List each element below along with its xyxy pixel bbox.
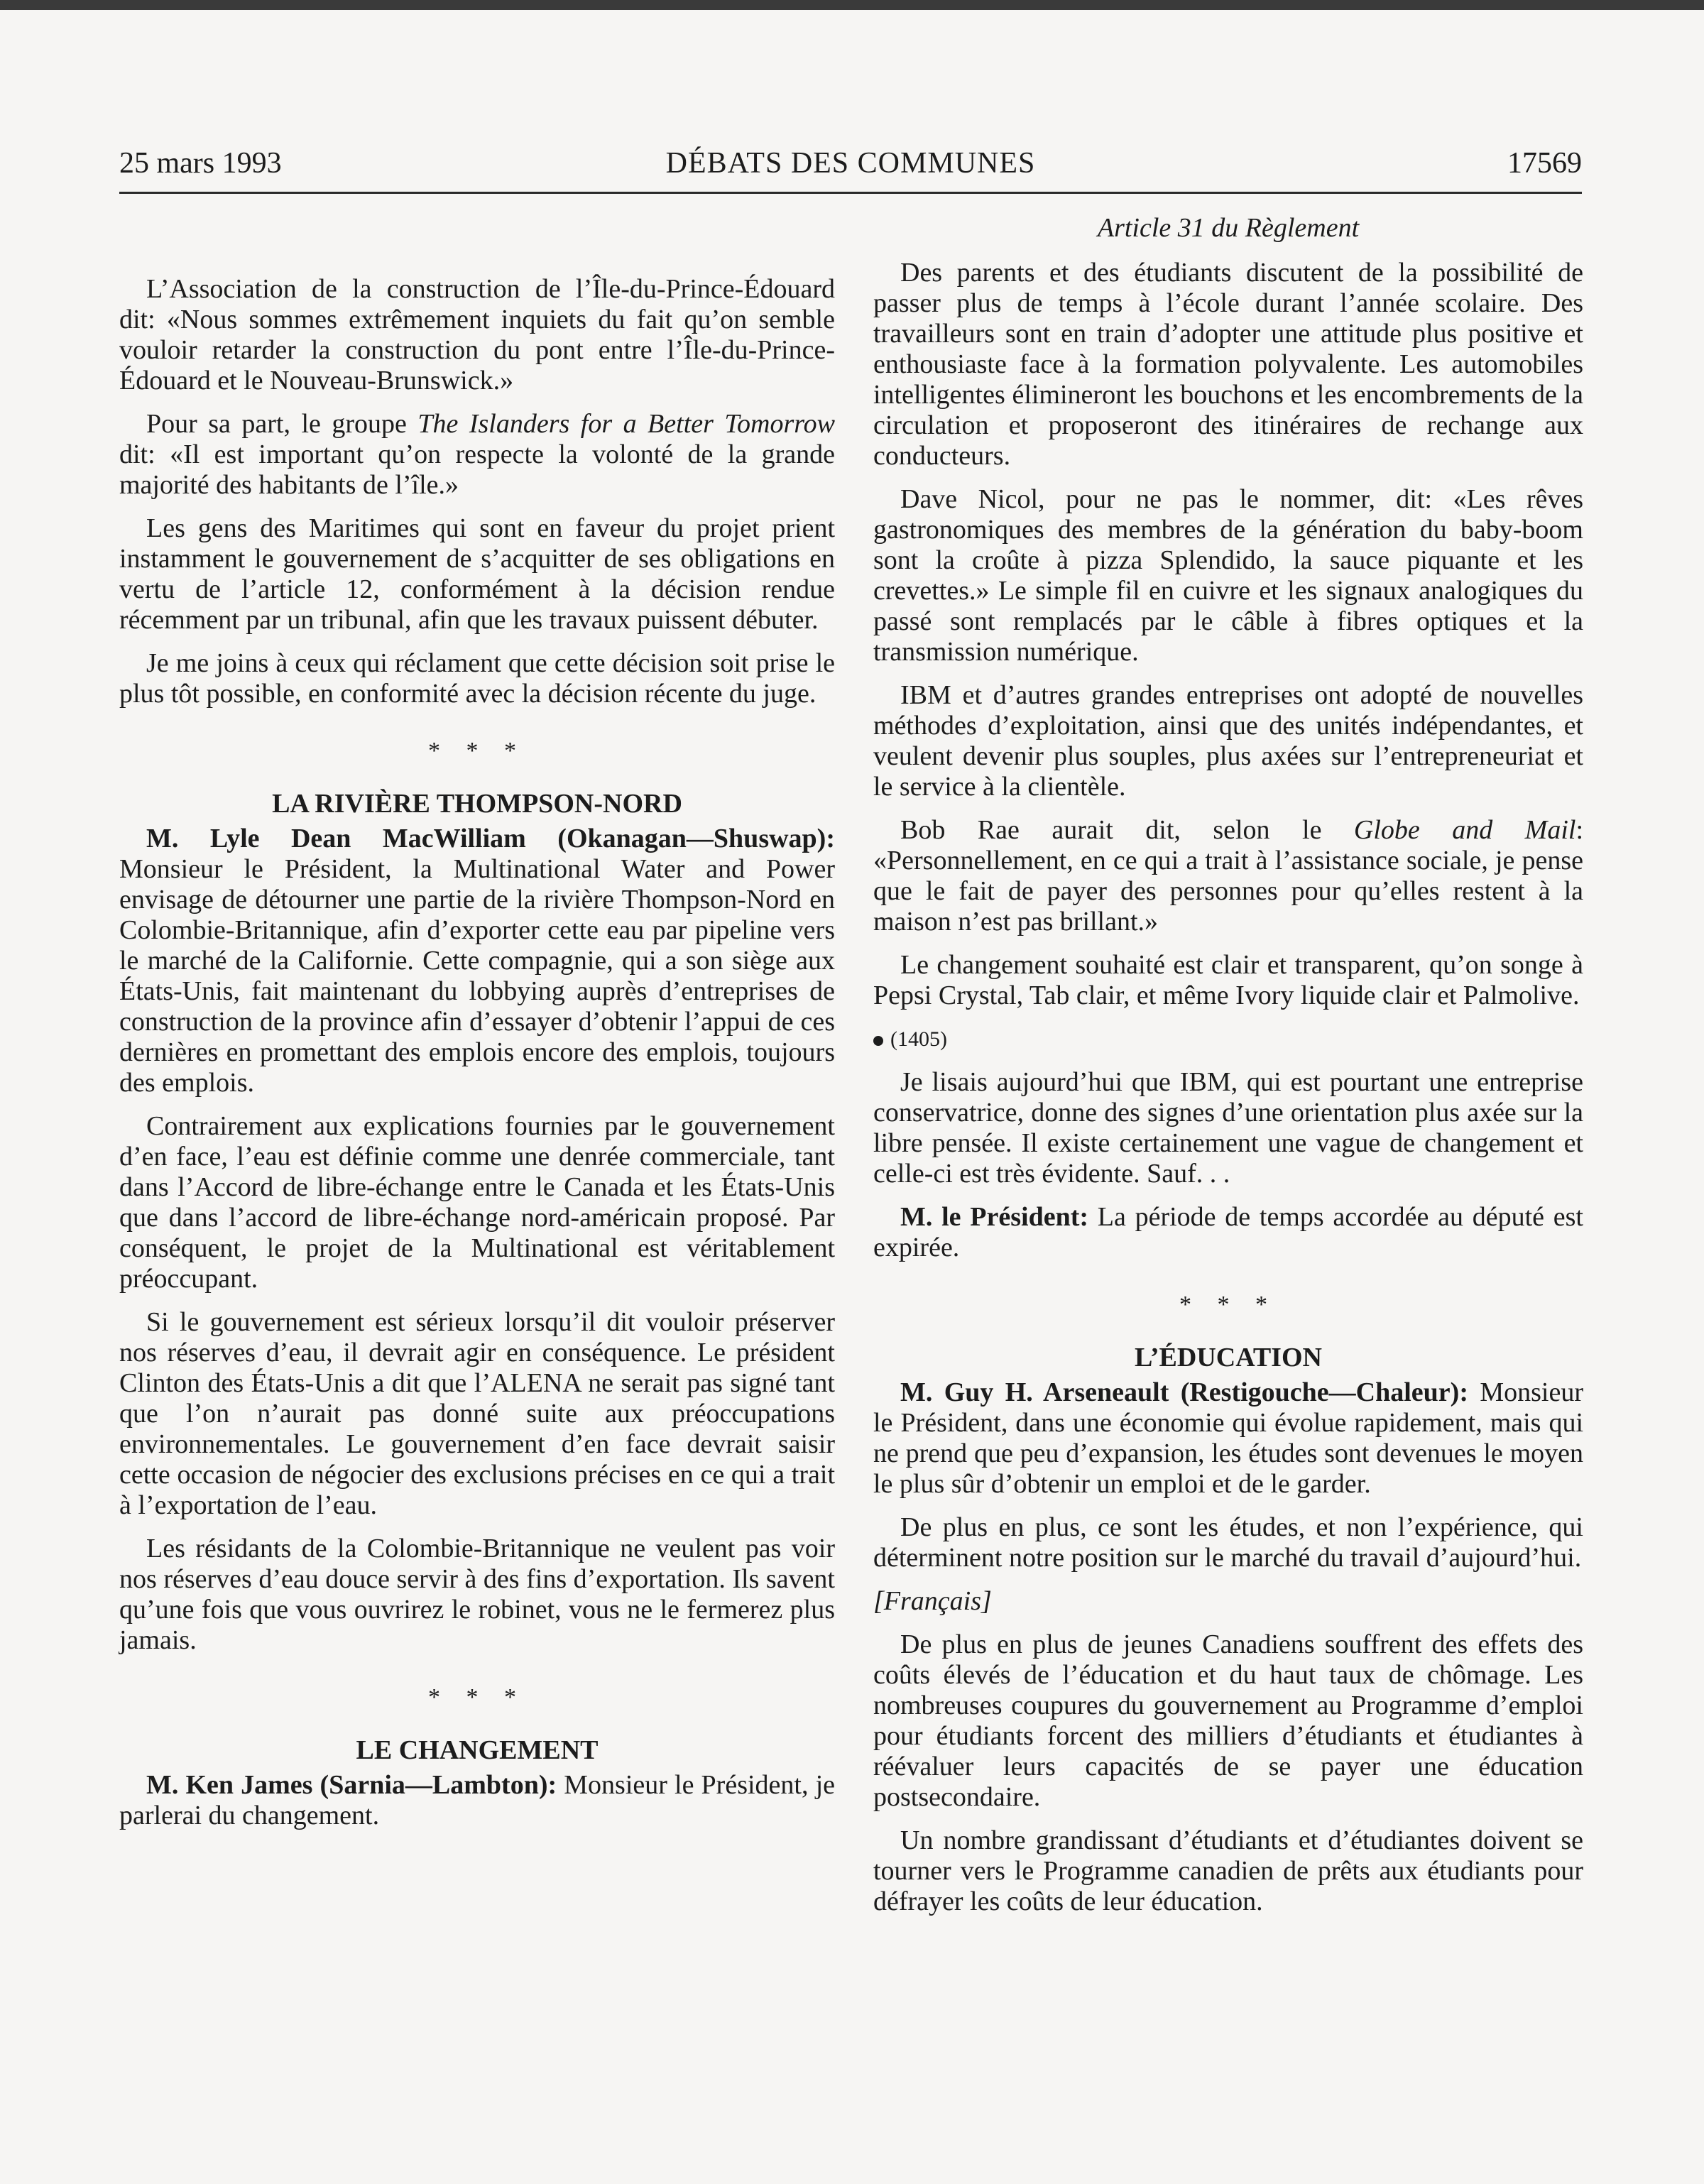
- section-heading: L’ÉDUCATION: [1135, 1343, 1322, 1372]
- section-separator: * * *: [428, 738, 526, 764]
- section-subhead: Article 31 du Règlement: [1097, 213, 1360, 243]
- paragraph: Je lisais aujourd’hui que IBM, qui est pourtant une entreprise conservatrice, donne des signes d’une orientation plus axée sur la libre pensée. Il existe certainement une vague de changement et celle-ci est très évidente. Sauf. . .: [873, 1067, 1583, 1189]
- left-column-spacer: [119, 213, 835, 274]
- paragraph: IBM et d’autres grandes entreprises ont adopté de nouvelles méthodes d’exploitation, ainsi que des unités indépendantes, et veulent devenir plus souples, plus axées sur l’entrepreneuriat et le service à la clientèle.: [873, 680, 1583, 802]
- paragraph: Les résidants de la Colombie-Britannique ne veulent pas voir nos réserves d’eau douce servir à des fins d’exportation. Ils savent qu’une fois que vous ouvrirez le robinet, vous ne le fermerez plus jamais.: [119, 1534, 835, 1655]
- paragraph: [119, 409, 835, 501]
- speaker-name: M. Ken James (Sarnia—Lambton):: [146, 1770, 557, 1800]
- paragraph: Dave Nicol, pour ne pas le nommer, dit: «Les rêves gastronomiques des membres de la génération du baby-boom sont la croûte à pizza Splendido, la sauce piquante et les crevettes.» Le simple fil en cuivre et les signaux analogiques du passé sont remplacés par le câble à fibres optiques et la transmission numérique.: [873, 484, 1583, 667]
- paragraph: Un nombre grandissant d’étudiants et d’étudiantes doivent se tourner vers le Programme canadien de prêts aux étudiants pour défrayer les coûts de leur éducation.: [873, 1825, 1583, 1916]
- paragraph: Le changement souhaité est clair et transparent, qu’on songe à Pepsi Crystal, Tab clair, et même Ivory liquide clair et Palmolive.: [873, 950, 1583, 1010]
- header-page-number: 17569: [1507, 147, 1582, 180]
- time-marker-text: (1405): [890, 1027, 947, 1051]
- speaker-name: M. le Président:: [900, 1202, 1089, 1232]
- paragraph: [873, 815, 1583, 937]
- paragraph: Les gens des Maritimes qui sont en faveur du projet prient instamment le gouvernement de s’acquitter de ses obligations en vertu de l’article 12, conformément à la décision rendue récemment par un tribunal, afin que les travaux puissent débuter.: [119, 513, 835, 635]
- speaker-name: M. Guy H. Arseneault (Restigouche—Chaleur):: [900, 1377, 1468, 1407]
- paragraph-text: Monsieur le Président, je parlerai du changement.: [119, 1770, 835, 1830]
- paragraph: De plus en plus de jeunes Canadiens souffrent des effets des coûts élevés de l’éducation et du haut taux de chômage. Les nombreuses coupures du gouvernement au Programme d’emploi pour étudiants forcent des milliers d’étudiants et étudiantes à réévaluer leurs capacités de se payer une éducation postsecondaire.: [873, 1629, 1583, 1812]
- top-scan-border: [0, 0, 1704, 10]
- paragraph-text: Pour sa part, le groupe: [146, 409, 418, 439]
- section-heading: LE CHANGEMENT: [356, 1735, 599, 1765]
- left-column: [119, 213, 835, 1844]
- paragraph: L’Association de la construction de l’Île-du-Prince-Édouard dit: «Nous sommes extrêmement inquiets du fait qu’on semble vouloir retarder la construction du pont entre l’Île-du-Prince-Édouard et le Nouveau-Brunswick.»: [119, 274, 835, 395]
- page-header: [119, 146, 1582, 189]
- section-heading: LA RIVIÈRE THOMPSON-NORD: [272, 789, 682, 819]
- paragraph-text: Monsieur le Président, dans une économie qui évolue rapidement, mais qui ne prend que peu d’expansion, les études sont devenues le moyen le plus sûr d’obtenir un emploi et de le garder.: [873, 1377, 1584, 1499]
- paragraph: Des parents et des étudiants discutent de la possibilité de passer plus de temps à l’école durant l’année scolaire. Des travailleurs sont en train d’adopter une attitude plus positive et enthousiaste face à la formation polyvalente. Les automobiles intelligentes élimineront les bouchons et les encombrements de la circulation et proposeront des itinéraires de rechange aux conducteurs.: [873, 258, 1583, 471]
- paragraph-text: Monsieur le Président, la Multinational Water and Power envisage de détourner une partie de la rivière Thompson-Nord en Colombie-Britannique, afin d’exporter cette eau par pipeline vers le marché de la Californie. Cette compagnie, qui a son siège aux États-Unis, fait maintenant du lobbying auprès d’entreprises de construction de la province afin d’essayer d’obtenir l’appui de ces dernières en promettant des emplois encore des emplois, toujours des emplois.: [119, 854, 835, 1098]
- paragraph: [119, 824, 835, 1098]
- right-column: [873, 213, 1583, 1930]
- language-marker: [Français]: [873, 1586, 992, 1616]
- bullet-icon: [873, 1036, 883, 1046]
- header-rule: [119, 192, 1582, 194]
- paragraph: [873, 1202, 1583, 1263]
- paragraph-text: Bob Rae aurait dit, selon le: [900, 815, 1354, 845]
- header-title: DÉBATS DES COMMUNES: [665, 147, 1036, 180]
- section-separator: * * *: [428, 1684, 526, 1710]
- speaker-name: M. Lyle Dean MacWilliam (Okanagan—Shuswap):: [146, 824, 835, 853]
- newspaper-name: Globe and Mail: [1353, 815, 1576, 845]
- section-separator: * * *: [1179, 1292, 1277, 1318]
- paragraph: De plus en plus, ce sont les études, et non l’expérience, qui déterminent notre position sur le marché du travail d’aujourd’hui.: [873, 1512, 1583, 1573]
- paragraph-text: La période de temps accordée au député est expirée.: [873, 1202, 1583, 1262]
- paragraph: Si le gouvernement est sérieux lorsqu’il dit vouloir préserver nos réserves d’eau, il devrait agir en conséquence. Le président Clinton des États-Unis a dit que l’ALENA ne serait pas signé tant que l’on n’aurait pas donné suite aux préoccupations environnementales. Le gouvernement d’en face devrait saisir cette occasion de négocier des exclusions précises en ce qui a trait à l’exportation de l’eau.: [119, 1307, 835, 1520]
- paragraph: Je me joins à ceux qui réclament que cette décision soit prise le plus tôt possible, en conformité avec la décision récente du juge.: [119, 648, 835, 709]
- group-name: The Islanders for a Better Tomorrow: [417, 409, 835, 439]
- paragraph-text: dit: «Il est important qu’on respecte la volonté de la grande majorité des habitants de l’île.»: [119, 439, 835, 500]
- paragraph: Contrairement aux explications fournies par le gouvernement d’en face, l’eau est définie comme une denrée commerciale, tant dans l’Accord de libre-échange entre le Canada et les États-Unis que dans l’accord de libre-échange nord-américain proposé. Par conséquent, le projet de la Multinational est véritablement préoccupant.: [119, 1111, 835, 1294]
- time-marker: [873, 1024, 1583, 1054]
- paragraph: [873, 1377, 1583, 1500]
- paragraph-text: : «Personnellement, en ce qui a trait à l’assistance sociale, je pense que le fait de payer des personnes pour qu’elles restent à la maison n’est pas brillant.»: [873, 815, 1583, 937]
- paragraph: [119, 1770, 835, 1831]
- header-date: 25 mars 1993: [119, 147, 282, 180]
